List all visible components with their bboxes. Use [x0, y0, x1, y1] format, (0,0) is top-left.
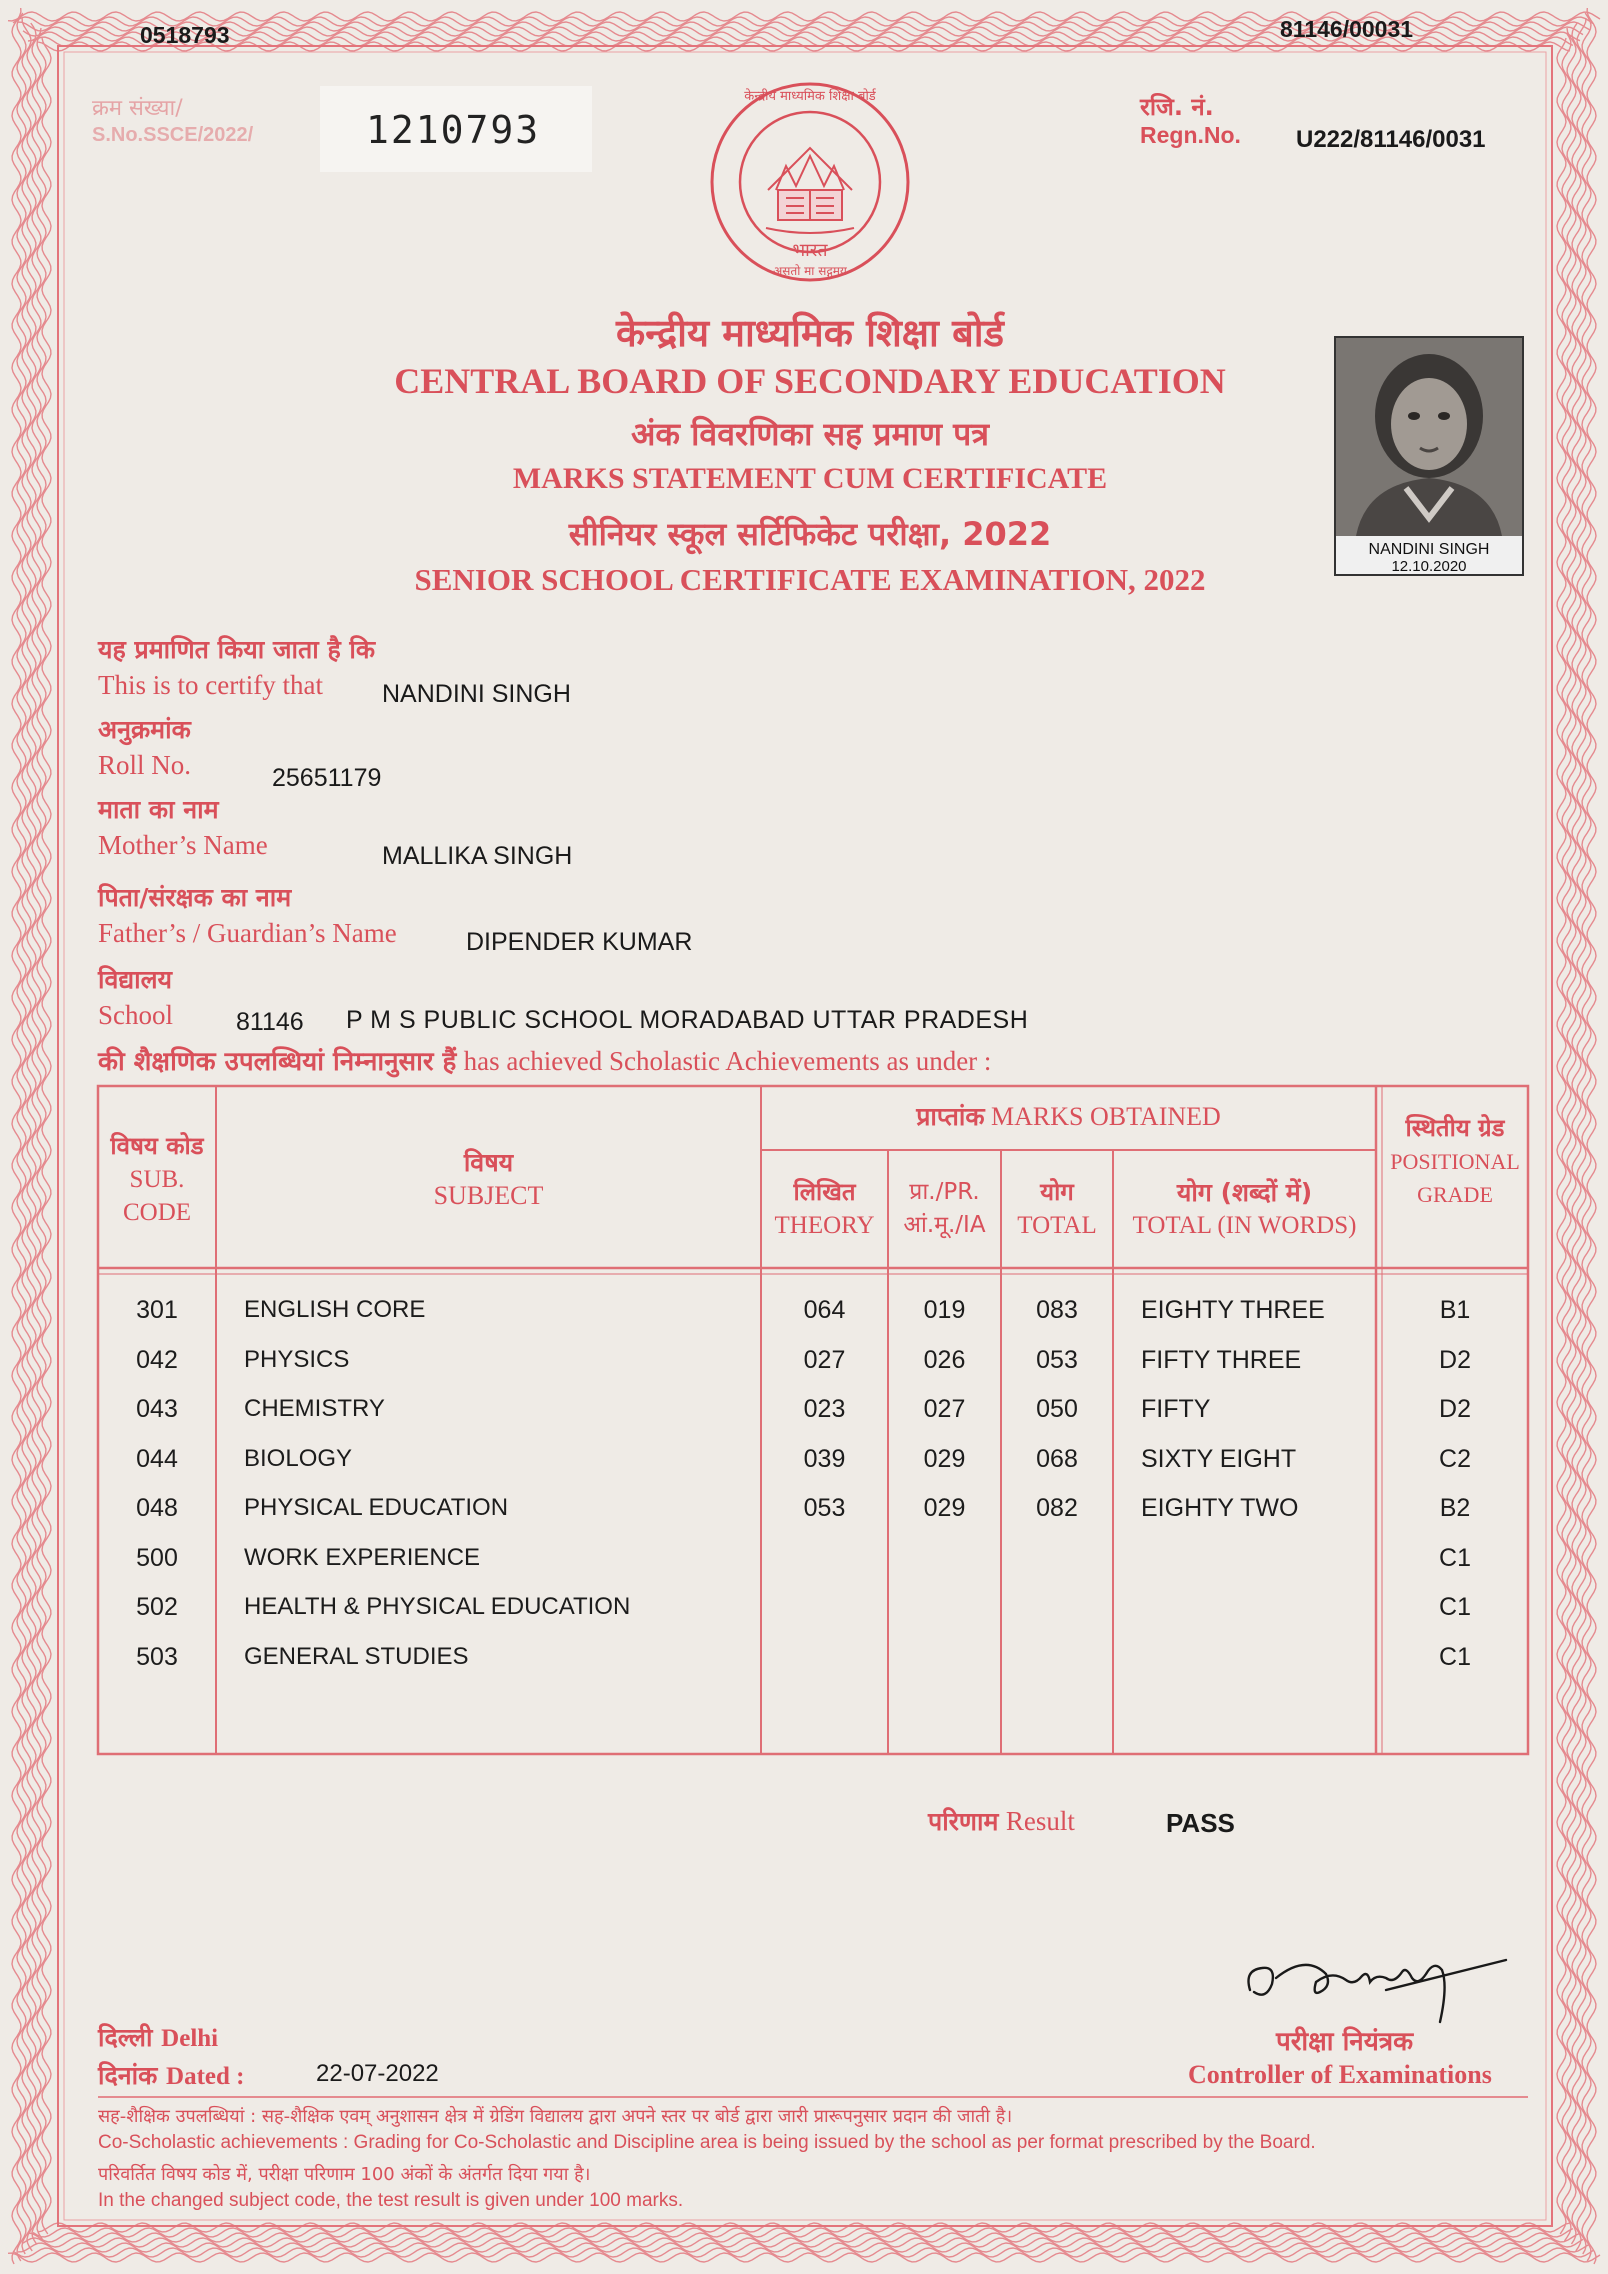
header-subject-hi: विषय: [463, 1148, 514, 1177]
serial-number: 1210793: [366, 108, 541, 152]
header-total-hi: योग: [1040, 1178, 1074, 1206]
cell-theory: 039: [803, 1444, 846, 1473]
school-code: 81146: [236, 1008, 304, 1036]
cell-subject: CHEMISTRY: [244, 1395, 385, 1422]
cell-total-words: EIGHTY TWO: [1141, 1494, 1299, 1522]
header-total-words: [1113, 1176, 1376, 1242]
photo-name: NANDINI SINGH: [1368, 541, 1490, 558]
cell-pr-ia: 026: [923, 1345, 966, 1374]
seal-text-bottom: असतो मा सद्गमय: [773, 264, 847, 278]
cell-subject: ENGLISH CORE: [244, 1296, 426, 1323]
certify-label-en: This is to certify that: [98, 670, 323, 700]
cell-subject: HEALTH & PHYSICAL EDUCATION: [244, 1593, 631, 1620]
achieved-label-en: has achieved Scholastic Achievements as under :: [463, 1046, 992, 1076]
cell-grade: D2: [1439, 1395, 1471, 1423]
seal-text-mid: भारत: [792, 240, 828, 261]
cell-grade: D2: [1439, 1345, 1471, 1374]
cell-sub-code: 502: [136, 1593, 178, 1621]
cell-grade: C2: [1439, 1444, 1471, 1473]
header-grade-en2: GRADE: [1417, 1182, 1493, 1207]
cell-subject: PHYSICS: [244, 1345, 350, 1373]
header-theory-hi: लिखित: [793, 1178, 856, 1206]
cell-sub-code: 301: [136, 1296, 178, 1324]
header-grade-hi: स्थितीय ग्रेड: [1405, 1114, 1505, 1142]
header-theory-en: THEORY: [774, 1212, 875, 1239]
cell-sub-code: 500: [136, 1543, 178, 1572]
cell-pr-ia: 029: [923, 1444, 966, 1473]
note-co-scholastic-en: Co-Scholastic achievements : Grading for Co-Scholastic and Discipline area is being issued by the school as per format prescribed by the Board.: [98, 2132, 1316, 2153]
header-marks-en: MARKS OBTAINED: [991, 1102, 1221, 1131]
header-sub-code-en2: CODE: [122, 1199, 192, 1226]
regn-number: U222/81146/0031: [1296, 126, 1486, 153]
cell-sub-code: 048: [136, 1494, 178, 1522]
board-title-hi: केन्द्रीय माध्यमिक शिक्षा बोर्ड: [616, 311, 1004, 355]
cell-sub-code: 503: [136, 1642, 178, 1671]
header-pr-ia: [888, 1176, 1001, 1242]
board-title-en: CENTRAL BOARD OF SECONDARY EDUCATION: [394, 361, 1226, 401]
student-name: NANDINI SINGH: [382, 680, 571, 708]
seal-text-top: केन्द्रीय माध्यमिक शिक्षा बोर्ड: [744, 89, 876, 104]
roll-number: 25651179: [272, 764, 382, 792]
cell-theory: 064: [803, 1296, 846, 1324]
cell-sub-code: 042: [136, 1345, 178, 1374]
regn-label-hi: रजि. नं.: [1140, 93, 1214, 121]
school-name: P M S PUBLIC SCHOOL MORADABAD UTTAR PRADESH: [346, 1006, 1029, 1034]
doc-title-hi: अंक विवरणिका सह प्रमाण पत्र: [630, 415, 990, 453]
father-label-hi: पिता/संरक्षक का नाम: [98, 883, 292, 912]
dated-line: [98, 2058, 245, 2092]
cell-total: 083: [1036, 1296, 1078, 1324]
exam-title-hi: सीनियर स्कूल सर्टिफिकेट परीक्षा, 2022: [568, 515, 1052, 553]
achieved-label-hi: की शैक्षणिक उपलब्धियां निम्नानुसार हैं: [98, 1047, 457, 1077]
cell-total: 068: [1036, 1444, 1078, 1473]
father-label-en: Father’s / Guardian’s Name: [98, 918, 397, 948]
header-pr-2: आं.मू./IA: [903, 1212, 986, 1238]
photo-date: 12.10.2020: [1391, 558, 1467, 575]
cell-pr-ia: 019: [923, 1296, 966, 1324]
serial-label-en: S.No.SSCE/2022/: [92, 124, 254, 146]
header-words-hi: योग (शब्दों में): [1176, 1178, 1313, 1207]
regn-label-en: Regn.No.: [1140, 122, 1241, 148]
cell-grade: B1: [1439, 1296, 1471, 1324]
father-name: DIPENDER KUMAR: [466, 928, 693, 956]
cell-pr-ia: 027: [923, 1395, 966, 1423]
header-grade: [1382, 1112, 1528, 1211]
header-total-en: TOTAL: [1017, 1212, 1097, 1239]
note-co-scholastic-hi: सह-शैक्षिक उपलब्धियां : सह-शैक्षिक एवम् अनुशासन क्षेत्र में ग्रेडिंग विद्यालय द्वारा अपने स्तर पर बोर्ड द्वारा जारी प्रारूपनुसार प्रदान की जाती है।: [98, 2106, 1013, 2127]
header-subject-en: SUBJECT: [433, 1181, 544, 1210]
header-theory: [761, 1176, 888, 1242]
header-sub-code-en1: SUB.: [129, 1166, 185, 1193]
header-words-en: TOTAL (IN WORDS): [1132, 1212, 1357, 1239]
cell-total-words: FIFTY: [1141, 1395, 1211, 1423]
place-en: Delhi: [161, 2025, 219, 2052]
serial-label-hi: क्रम संख्या/: [92, 96, 183, 121]
cell-grade: B2: [1439, 1494, 1471, 1522]
exam-title-en: SENIOR SCHOOL CERTIFICATE EXAMINATION, 2022: [414, 562, 1206, 597]
cell-grade: C1: [1439, 1642, 1471, 1671]
cell-total: 082: [1036, 1494, 1078, 1522]
cell-theory: 027: [803, 1345, 846, 1374]
result-label-en: Result: [1005, 1806, 1075, 1836]
header-marks-hi: प्राप्तांक: [916, 1102, 985, 1131]
header-total: [1001, 1176, 1113, 1242]
result-value: PASS: [1166, 1808, 1235, 1838]
top-right-number: 81146/00031: [1280, 16, 1414, 42]
header-sub-code-hi: विषय कोड: [110, 1132, 204, 1160]
result-label: [928, 1804, 1075, 1838]
result-label-hi: परिणाम: [928, 1807, 999, 1836]
controller-hi: परीक्षा नियंत्रक: [1276, 2027, 1414, 2057]
header-pr-1: प्रा./PR.: [909, 1179, 980, 1205]
controller-en: Controller of Examinations: [1188, 2060, 1492, 2089]
cell-total-words: FIFTY THREE: [1141, 1345, 1302, 1374]
doc-title-en: MARKS STATEMENT CUM CERTIFICATE: [512, 462, 1108, 495]
footer-divider: [98, 2096, 1528, 2098]
place-hi: दिल्ली: [98, 2023, 153, 2052]
dated-hi: दिनांक: [98, 2061, 158, 2090]
header-marks-obtained: [761, 1100, 1376, 1133]
school-label-hi: विद्यालय: [98, 965, 173, 994]
issue-date: 22-07-2022: [316, 2060, 439, 2087]
cell-subject: GENERAL STUDIES: [244, 1642, 469, 1670]
cell-total: 053: [1036, 1345, 1078, 1374]
cell-subject: WORK EXPERIENCE: [244, 1543, 481, 1571]
dated-en: Dated :: [166, 2063, 245, 2090]
cell-grade: C1: [1439, 1593, 1471, 1621]
cell-sub-code: 044: [136, 1444, 178, 1473]
cell-theory: 023: [803, 1395, 846, 1423]
cell-grade: C1: [1439, 1543, 1471, 1572]
cell-total-words: SIXTY EIGHT: [1141, 1444, 1297, 1473]
note-changed-code-en: In the changed subject code, the test result is given under 100 marks.: [98, 2190, 684, 2211]
school-label-en: School: [98, 1000, 174, 1030]
certify-label-hi: यह प्रमाणित किया जाता है कि: [98, 635, 376, 664]
note-changed-code-hi: परिवर्तित विषय कोड में, परीक्षा परिणाम 100 अंकों के अंतर्गत दिया गया है।: [98, 2164, 591, 2185]
place-line: [98, 2020, 218, 2054]
cell-sub-code: 043: [136, 1395, 178, 1423]
cell-subject: PHYSICAL EDUCATION: [244, 1494, 509, 1521]
mother-label-en: Mother’s Name: [98, 830, 268, 860]
roll-label-hi: अनुक्रमांक: [98, 715, 191, 744]
header-grade-en1: POSITIONAL: [1390, 1149, 1520, 1174]
cell-subject: BIOLOGY: [244, 1444, 353, 1472]
cell-total-words: EIGHTY THREE: [1141, 1296, 1325, 1324]
cell-theory: 053: [803, 1494, 846, 1522]
cell-pr-ia: 029: [923, 1494, 966, 1522]
roll-label-en: Roll No.: [98, 750, 192, 780]
mother-label-hi: माता का नाम: [98, 795, 219, 824]
cell-total: 050: [1036, 1395, 1078, 1423]
mother-name: MALLIKA SINGH: [382, 842, 573, 870]
top-left-number: 0518793: [140, 22, 230, 48]
controller-signature: [1236, 1930, 1516, 2030]
header-sub-code: [98, 1130, 216, 1229]
header-subject: [216, 1146, 761, 1212]
